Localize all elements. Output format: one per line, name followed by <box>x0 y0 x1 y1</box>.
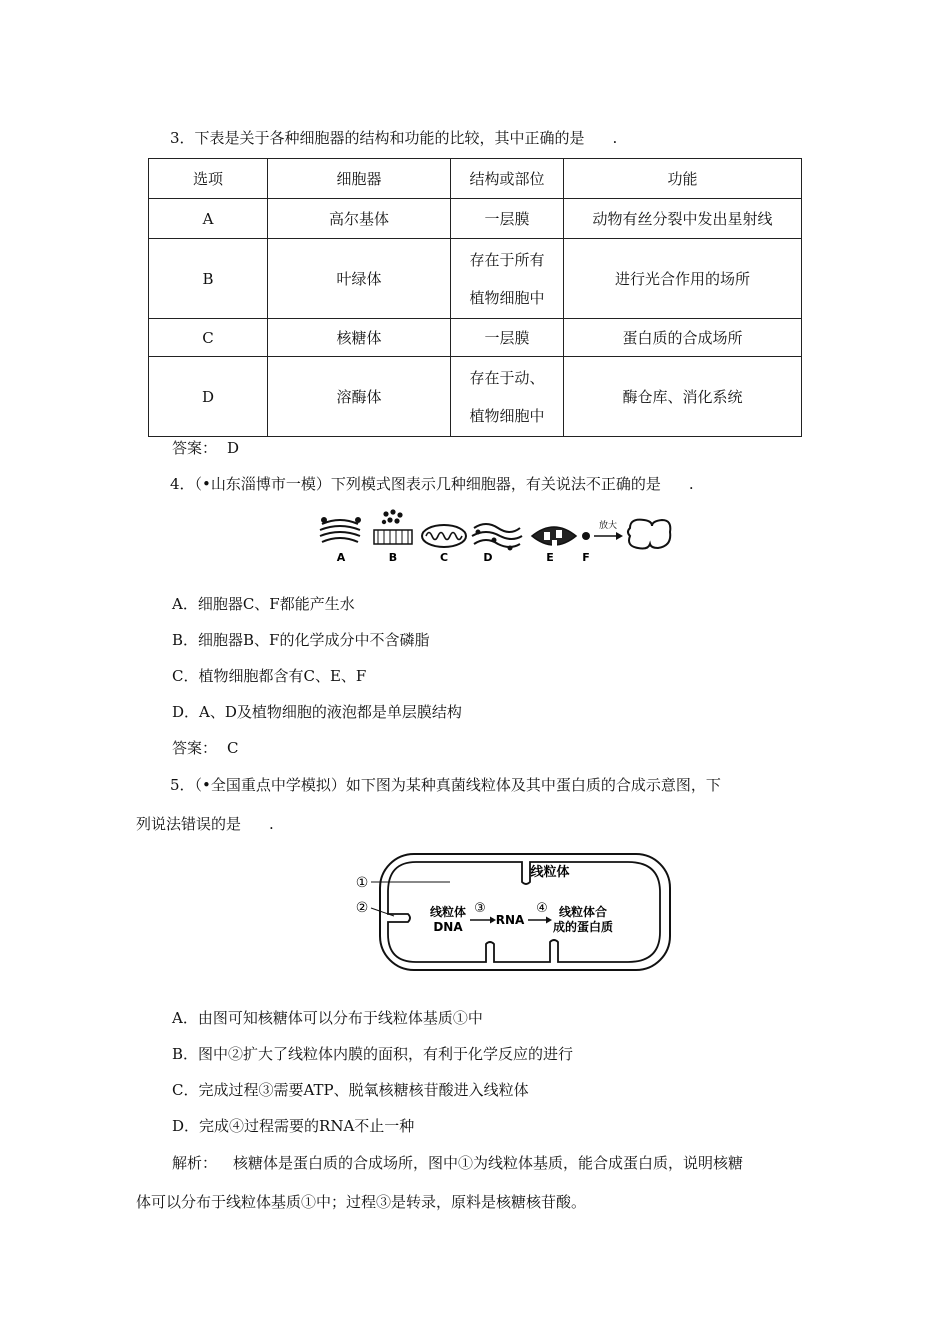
organelles-figure <box>314 508 674 566</box>
analysis-label: 解析： <box>172 1154 218 1172</box>
structure-line: 存在于所有 <box>469 250 545 269</box>
diagram-title: 线粒体 <box>530 865 570 880</box>
q4-option-a: A．细胞器C、F都能产生水 <box>172 595 355 613</box>
q4-stem-text: 4．（•山东淄博市一模）下列模式图表示几种细胞器，有关说法不正确的是 <box>170 475 661 493</box>
table-cell-option: B <box>149 239 268 319</box>
q5-option-c: C．完成过程③需要ATP、脱氧核糖核苷酸进入线粒体 <box>172 1081 529 1099</box>
answer-value: D <box>227 439 240 457</box>
golgi-apparatus-icon <box>320 518 360 542</box>
table-row <box>149 357 802 437</box>
table-cell-function: 动物有丝分裂中发出星射线 <box>564 199 802 239</box>
q5-option-a: A．由图可知核糖体可以分布于线粒体基质①中 <box>172 1009 483 1027</box>
q4-answer <box>172 738 239 758</box>
table-cell-organelle: 核糖体 <box>268 319 451 357</box>
q4-option-d: D．A、D及植物细胞的液泡都是单层膜结构 <box>172 703 462 721</box>
outer-membrane-shape <box>380 854 670 970</box>
q3-answer <box>172 438 239 458</box>
figure-label-e: E <box>546 551 554 564</box>
table-row <box>149 239 802 319</box>
figure-label-f: F <box>582 551 590 564</box>
table-cell-option: A <box>149 199 268 239</box>
structure-line: 存在于动、 <box>469 368 545 387</box>
marker-inner-membrane: ② <box>355 900 369 916</box>
figure-label-d: D <box>483 551 493 564</box>
protein-label-line2: 成的蛋白质 <box>552 920 614 934</box>
structure-line: 植物细胞中 <box>469 288 545 307</box>
answer-label: 答案： <box>172 439 218 457</box>
figure-label-b: B <box>388 551 398 564</box>
table-cell-organelle: 叶绿体 <box>268 239 451 319</box>
mitochondrion-icon <box>422 525 466 547</box>
table-header-cell: 功能 <box>564 159 802 199</box>
table-cell-organelle: 溶酶体 <box>268 357 451 437</box>
table-cell-option: C <box>149 319 268 357</box>
answer-value: C <box>227 739 239 757</box>
q5-option-d: D．完成④过程需要的RNA不止一种 <box>172 1117 415 1135</box>
q5-stem-text: 列说法错误的是 <box>136 815 242 833</box>
q5-period: . <box>269 815 274 833</box>
table-cell-structure: 一层膜 <box>451 199 564 239</box>
protein-label-line1: 线粒体合 <box>558 905 608 919</box>
centriole-icon <box>374 509 412 544</box>
q3-stem <box>170 128 617 148</box>
step-3-label: ③ <box>474 901 486 916</box>
figure-label-a: A <box>336 551 346 564</box>
q3-period: . <box>612 129 618 147</box>
mitochondrion-diagram <box>350 850 675 975</box>
figure-label-c: C <box>439 551 449 564</box>
table-cell-structure: 一层膜 <box>451 319 564 357</box>
step-4-label: ④ <box>536 901 548 916</box>
q4-option-b: B．细胞器B、F的化学成分中不含磷脂 <box>172 631 430 649</box>
q4-stem <box>170 474 694 494</box>
enlarge-label: 放大 <box>598 521 618 531</box>
mito-dna-label-line2: DNA <box>433 920 463 934</box>
table-row <box>149 319 802 357</box>
table-cell-structure <box>451 239 564 319</box>
mito-dna-label-line1: 线粒体 <box>429 905 467 919</box>
q5-analysis-line2: 体可以分布于线粒体基质①中；过程③是转录，原料是核糖核苷酸。 <box>136 1193 587 1211</box>
analysis-text: 核糖体是蛋白质的合成场所，图中①为线粒体基质，能合成蛋白质，说明核糖 <box>233 1154 744 1172</box>
answer-label: 答案： <box>172 739 218 757</box>
q5-analysis-line1 <box>172 1153 743 1173</box>
table-cell-function: 进行光合作用的场所 <box>564 239 802 319</box>
q5-option-b: B．图中②扩大了线粒体内膜的面积，有利于化学反应的进行 <box>172 1045 574 1063</box>
structure-line: 植物细胞中 <box>469 406 545 425</box>
endoplasmic-reticulum-icon <box>472 524 522 550</box>
q3-comparison-table <box>148 158 802 437</box>
table-row <box>149 199 802 239</box>
chloroplast-icon <box>532 527 576 546</box>
table-header-row <box>149 159 802 199</box>
table-header-cell: 细胞器 <box>268 159 451 199</box>
table-cell-structure <box>451 357 564 437</box>
table-header-cell: 结构或部位 <box>451 159 564 199</box>
table-cell-function: 蛋白质的合成场所 <box>564 319 802 357</box>
table-cell-option: D <box>149 357 268 437</box>
q4-option-c: C．植物细胞都含有C、E、F <box>172 667 367 685</box>
marker-matrix: ① <box>355 875 369 891</box>
table-cell-organelle: 高尔基体 <box>268 199 451 239</box>
ribosome-icon <box>582 532 590 540</box>
enlarge-arrow-icon <box>594 532 623 540</box>
ribosome-enlarged-icon <box>628 520 670 549</box>
q3-stem-text: 3．下表是关于各种细胞器的结构和功能的比较，其中正确的是 <box>170 129 585 147</box>
table-cell-function: 酶仓库、消化系统 <box>564 357 802 437</box>
q5-stem-line1: 5．（•全国重点中学模拟）如下图为某种真菌线粒体及其中蛋白质的合成示意图，下 <box>170 776 721 794</box>
q5-stem-line2 <box>136 814 274 834</box>
rna-label: RNA <box>495 913 525 927</box>
table-header-cell: 选项 <box>149 159 268 199</box>
q4-period: . <box>688 475 694 493</box>
